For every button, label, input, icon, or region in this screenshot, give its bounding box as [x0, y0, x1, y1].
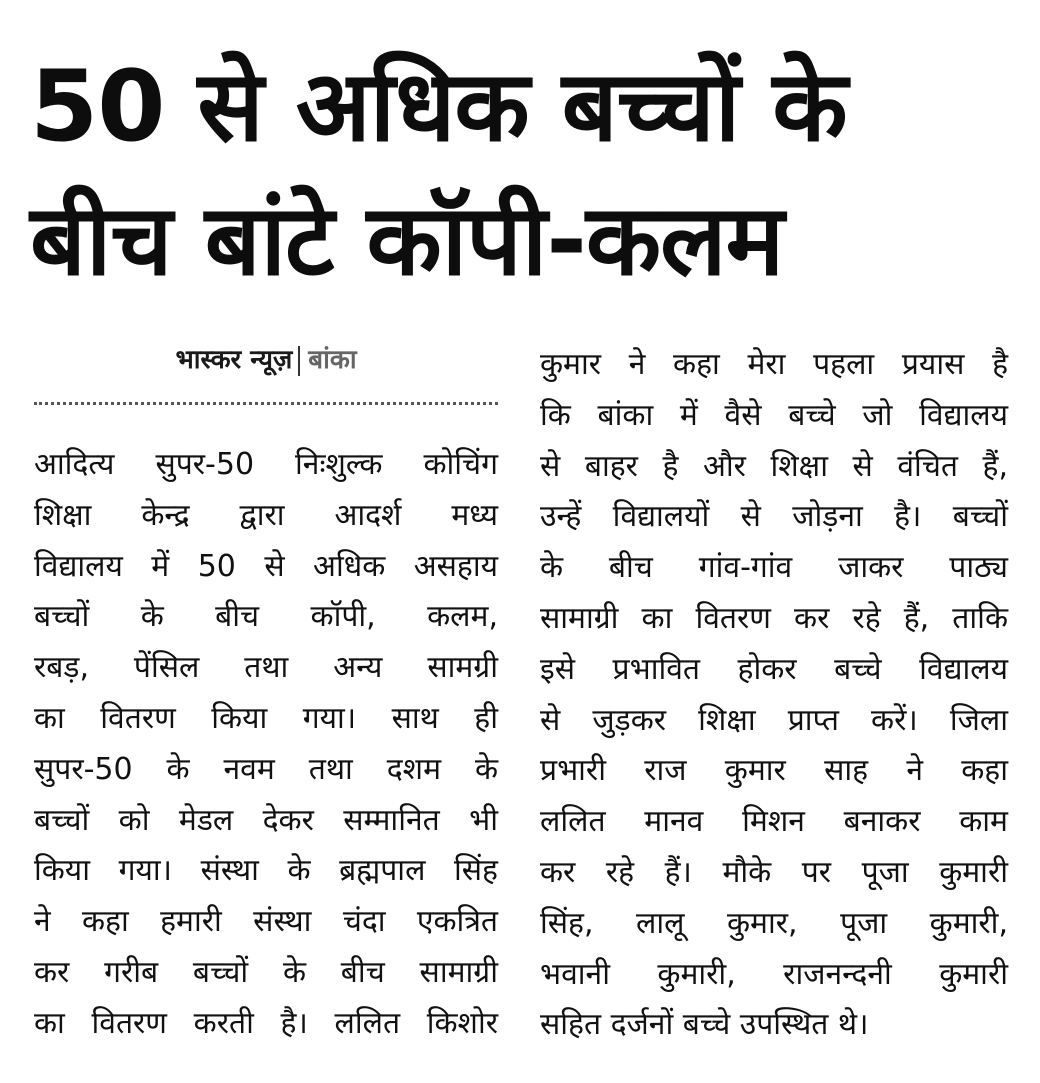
body-line: इसे प्रभावित होकर बच्चे विद्यालय: [540, 651, 1008, 687]
body-line: आदित्य सुपर-50 निःशुल्क कोचिंग: [34, 447, 498, 482]
byline: [34, 340, 498, 380]
body-line: से जुड़कर शिक्षा प्राप्त करें। जिला: [540, 702, 1008, 738]
body-line: सामाग्री का वितरण कर रहे हैं, ताकि: [540, 600, 1008, 636]
body-line: भवानी कुमारी, राजनन्दनी कुमारी: [540, 956, 1008, 992]
body-line: बच्चों को मेडल देकर सम्मानित भी: [34, 802, 498, 838]
body-line: सुपर-50 के नवम तथा दशम के: [34, 751, 498, 787]
body-line: उन्हें विद्यालयों से जोड़ना है। बच्चों: [540, 499, 1008, 535]
byline-place: बांका: [308, 345, 357, 375]
body-line: सिंह, लालू कुमार, पूजा कुमारी,: [540, 905, 1008, 941]
body-line: शिक्षा केन्द्र द्वारा आदर्श मध्य: [34, 497, 498, 533]
body-line: कर रहे हैं। मौके पर पूजा कुमारी: [540, 854, 1008, 890]
body-line: से बाहर है और शिक्षा से वंचित हैं,: [540, 448, 1008, 484]
body-line: का वितरण करती है। ललित किशोर: [34, 1005, 498, 1041]
article-column-left: [34, 440, 498, 1050]
article-column-right: [540, 340, 1008, 1051]
body-line: कुमार ने कहा मेरा पहला प्रयास है: [540, 347, 1008, 382]
body-line: रबड़, पेंसिल तथा अन्य सामग्री: [34, 650, 498, 686]
body-line: ललित मानव मिशन बनाकर काम: [540, 804, 1008, 840]
headline-line-1: 50 से अधिक बच्चों के: [30, 50, 847, 164]
body-line: विद्यालय में 50 से अधिक असहाय: [34, 548, 498, 584]
body-line: कर गरीब बच्चों के बीच सामाग्री: [34, 954, 498, 990]
byline-separator: [298, 346, 300, 376]
body-line: प्रभारी राज कुमार साह ने कहा: [540, 753, 1008, 789]
headline: [30, 40, 1020, 308]
body-line: ने कहा हमारी संस्था चंदा एकत्रित: [34, 904, 498, 940]
body-line: सहित दर्जनों बच्चे उपस्थित थे।: [540, 1007, 869, 1043]
dotted-divider: [34, 402, 498, 405]
byline-source: भास्कर न्यूज़: [175, 345, 293, 375]
headline-line-2: बीच बांटे कॉपी-कलम: [30, 184, 784, 298]
body-line: के बीच गांव-गांव जाकर पाठ्य: [540, 550, 1008, 586]
body-line: बच्चों के बीच कॉपी, कलम,: [34, 599, 498, 635]
body-line: का वितरण किया गया। साथ ही: [34, 700, 498, 736]
body-line: किया गया। संस्था के ब्रह्मपाल सिंह: [34, 853, 498, 889]
body-line: कि बांका में वैसे बच्चे जो विद्यालय: [540, 397, 1008, 433]
